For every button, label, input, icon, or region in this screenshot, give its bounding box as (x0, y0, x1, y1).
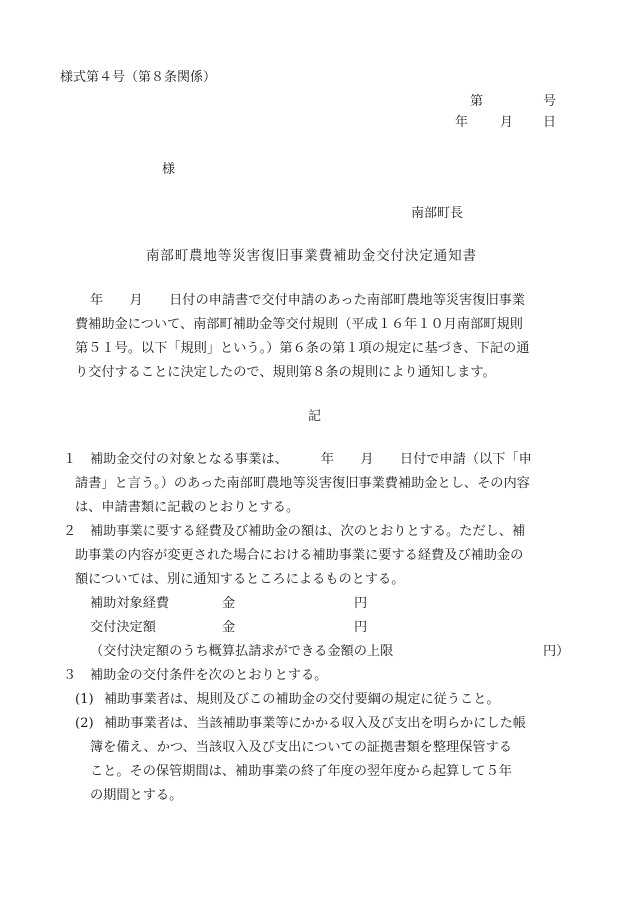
date-month: 月 (500, 115, 514, 130)
item2-line-1: 補助事業に要する経費及び補助金の額は、次のとおりとする。ただし、補 (90, 524, 526, 539)
ki-heading: 記 (308, 409, 322, 424)
cost-row-label: 補助対象経費 (90, 596, 170, 611)
item3-sub2-number: (2) (75, 716, 94, 731)
item2-line-3: 額については、別に通知するところによるものとする。 (75, 572, 405, 587)
item3-number: ３ (63, 668, 77, 683)
decision-row-label: 交付決定額 (90, 620, 156, 635)
item1-line-3: は、申請書類に記載のとおりとする。 (75, 500, 300, 515)
item1-line-1: 補助金交付の対象となる事業は、 年 月 日付で申請（以下「申 (90, 452, 532, 467)
item3-line-1: 補助金の交付条件を次のとおりとする。 (90, 668, 328, 683)
cost-row-kin: 金 (222, 596, 236, 611)
date-year: 年 (455, 115, 469, 130)
limit-label: （交付決定額のうち概算払請求ができる金額の上限 (90, 644, 394, 659)
item3-sub2-line-3: こと。その保管期間は、補助事業の終了年度の翌年度から起算して５年 (90, 764, 512, 779)
doc-number-go: 号 (543, 94, 557, 109)
addressee-suffix: 様 (162, 162, 176, 177)
item3-sub2-line-2: 簿を備え、かつ、当該収入及び支出についての証拠書類を整理保管する (90, 740, 512, 755)
limit-yen: 円） (543, 644, 570, 659)
item2-number: ２ (63, 524, 77, 539)
form-number: 様式第４号（第８条関係） (60, 70, 217, 85)
decision-row-kin: 金 (222, 620, 236, 635)
item3-sub2-line-4: の期間とする。 (90, 788, 183, 803)
cost-row-yen: 円 (354, 596, 368, 611)
intro-line-4: り交付することに決定したので、規則第８条の規則により通知します。 (75, 365, 496, 380)
document-title: 南部町農地等災害復旧事業費補助金交付決定通知書 (146, 249, 477, 264)
intro-line-3: 第５１号。以下「規則」という。）第６条の第１項の規定に基づき、下記の通 (75, 341, 530, 356)
issuer: 南部町長 (411, 206, 464, 221)
item3-sub1-text: 補助事業者は、規則及びこの補助金の交付要綱の規定に従うこと。 (104, 692, 500, 707)
date-day: 日 (543, 115, 557, 130)
intro-line-2: 費補助金について、南部町補助金等交付規則（平成１６年１０月南部町規則 (75, 317, 523, 332)
item1-number: １ (63, 452, 77, 467)
doc-number-dai: 第 (470, 94, 484, 109)
item3-sub1-number: (1) (75, 692, 94, 707)
item1-line-2: 請書」と言う。）のあった南部町農地等災害復旧事業費補助金とし、その内容 (75, 476, 530, 491)
decision-row-yen: 円 (354, 620, 368, 635)
intro-line-1: 年 月 日付の申請書で交付申請のあった南部町農地等災害復旧事業 (90, 293, 526, 308)
item3-sub2-line-1: 補助事業者は、当該補助事業等にかかる収入及び支出を明らかにした帳 (104, 716, 526, 731)
item2-line-2: 助事業の内容が変更された場合における補助事業に要する経費及び補助金の (75, 548, 524, 563)
